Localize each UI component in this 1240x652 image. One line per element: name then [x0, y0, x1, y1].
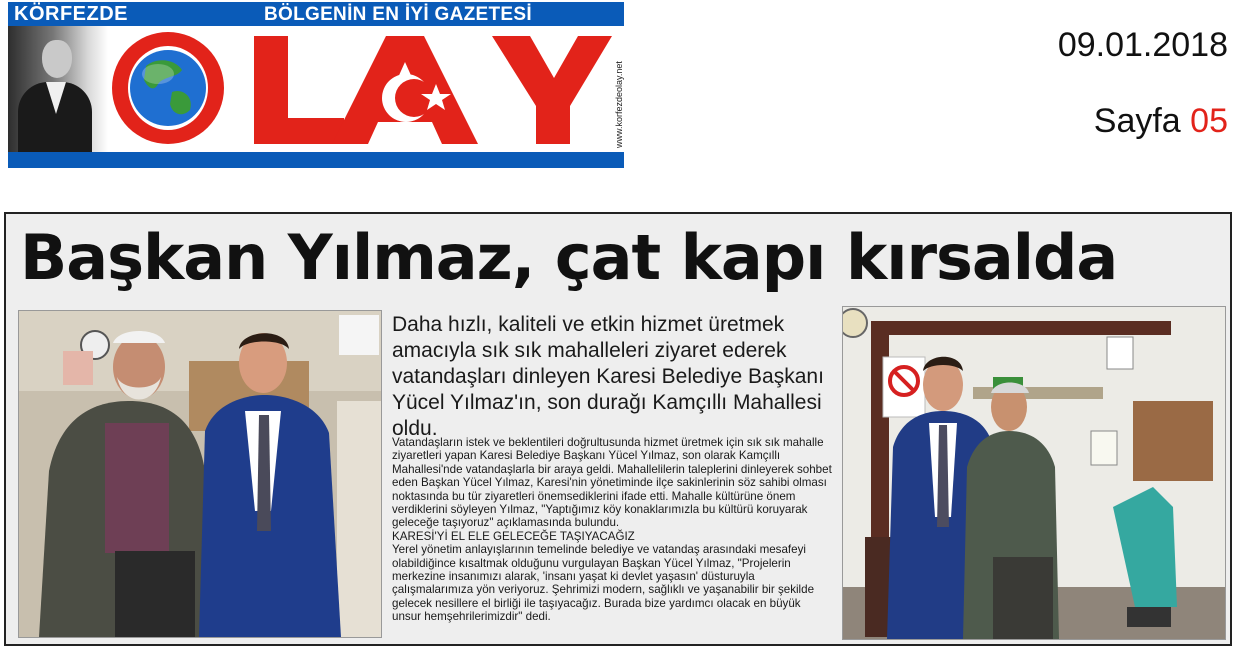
- page-number: 05: [1190, 102, 1228, 140]
- article-paragraph: Vatandaşların istek ve beklentileri doğrultusunda hizmet üretmek için sık sık mahalle ziyaretleri yapan Karesi Belediye Başkanı Yücel Yılmaz, son olarak Kamçıllı Mahallesi'nde vatandaşlarla bir araya geldi. Mahallelilerin taleplerini dinleyerek sohbet eden Başkan Yücel Yılmaz, Karesi'nin yönetiminde ilçe sakinlerinin söz sahibi olması noktasında bu tür ziyaretleri önemsediklerini ifade etti. Mahalle kültürüne önem verdiklerini söyleyen Yılmaz, "Yaptığımız köy konaklarımızla bu kültürü koruyarak geleceğe taşıyoruz" açıklamasında bulundu.: [392, 436, 832, 530]
- masthead-top-bar: [8, 2, 624, 26]
- photo-mayor-at-barbershop: [843, 307, 1225, 639]
- masthead-slogan: BÖLGENİN EN İYİ GAZETESİ: [264, 4, 532, 25]
- masthead-url: www.korfezdeolay.net: [614, 61, 624, 148]
- publication-date: 09.01.2018: [1057, 26, 1228, 64]
- publication-page: [1094, 102, 1228, 141]
- logo-l: [254, 36, 344, 144]
- article-photo-left: [18, 310, 382, 638]
- masthead-korfezde: KÖRFEZDE: [14, 3, 128, 25]
- article-headline: Başkan Yılmaz, çat kapı kırsalda: [20, 221, 1118, 294]
- newspaper-masthead: [8, 2, 624, 168]
- masthead-bottom-bar: [8, 152, 624, 168]
- page-label: Sayfa: [1093, 102, 1181, 140]
- article-paragraph: Yerel yönetim anlayışlarının temelinde belediye ve vatandaş arasındaki mesafeyi olabildiğince kısaltmak olduğunu vurgulayan Başkan Yücel Yılmaz, "Projelerin merkezine insanımızı alarak, 'insanı yaşat ki devlet yaşasın' düsturuyla çalışmalarımıza yön veriyoruz. Şehrimizi modern, sağlıklı ve yaşanabilir bir şekilde gelecek nesillere el birliği ile taşıyacağız. Burada bize yardımcı olacak en büyük unsur hemşehrilerimizdir" dedi.: [392, 543, 815, 624]
- logo-y: [492, 36, 612, 144]
- ataturk-portrait: [8, 26, 108, 152]
- olay-logo: [106, 26, 612, 152]
- article-body: [392, 436, 832, 624]
- news-article: [4, 212, 1232, 646]
- photo-mayor-with-villager: [19, 311, 381, 637]
- article-subheading: KARESİ'Yİ EL ELE GELECEĞE TAŞIYACAĞIZ: [392, 529, 635, 543]
- article-lead: Daha hızlı, kaliteli ve etkin hizmet üretmek amacıyla sık sık mahalleleri ziyaret ederek vatandaşları dinleyen Karesi Belediye Başkanı Yücel Yılmaz'ın, son durağı Kamçıllı Mahallesi oldu.: [392, 313, 824, 440]
- article-photo-right: [842, 306, 1226, 640]
